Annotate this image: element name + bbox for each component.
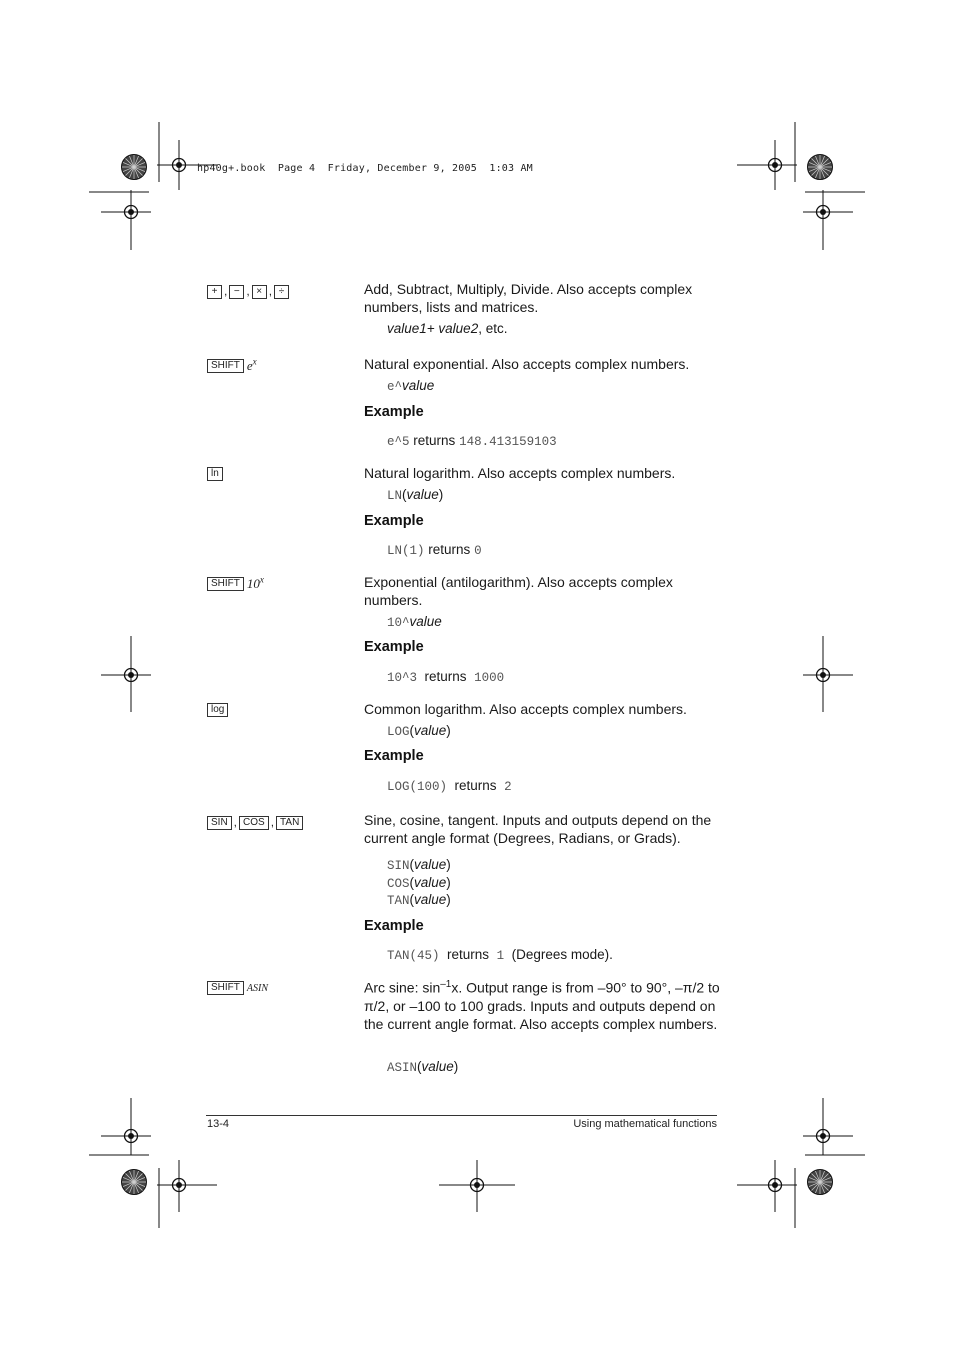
multiply-key: × bbox=[252, 285, 267, 299]
trig-example-heading: Example bbox=[364, 918, 424, 934]
print-header: hp40g+.book Page 4 Friday, December 9, 2005 1:03 AM bbox=[197, 163, 533, 174]
minus-key: − bbox=[229, 285, 244, 299]
ln-description: Natural logarithm. Also accepts complex numbers. bbox=[364, 465, 676, 481]
arith-syntax: value1+ value2, etc. bbox=[387, 321, 508, 336]
asin-description: Arc sine: $\sin^{-1}x$. Output range is from –90° to 90°, –π/2 to π/2, or –100 to 100 grads. Inputs and outputs depend on the current angle format. Also accepts complex numbers. bbox=[364, 979, 720, 1032]
exp-example: e^5 returns 148.413159103 bbox=[387, 433, 557, 449]
asin-keys: SHIFT ASIN bbox=[207, 981, 268, 995]
ln-keys bbox=[207, 467, 223, 481]
exp-syntax: e^value bbox=[387, 378, 435, 394]
divide-key: ÷ bbox=[274, 285, 289, 299]
trig-example: TAN(45) returns 1 (Degrees mode). bbox=[387, 947, 613, 963]
log-keys bbox=[207, 703, 228, 717]
shift-key: SHIFT bbox=[207, 577, 244, 591]
ln-example-heading: Example bbox=[364, 513, 424, 529]
exp-keys: SHIFT $e^x$ bbox=[207, 357, 257, 374]
exp10-syntax: 10^value bbox=[387, 614, 442, 630]
ln-example: LN(1) returns 0 bbox=[387, 542, 482, 558]
log-syntax: LOG(value) bbox=[387, 723, 451, 739]
log-example-heading: Example bbox=[364, 748, 424, 764]
log-description: Common logarithm. Also accepts complex numbers. bbox=[364, 701, 687, 717]
trig-description: Sine, cosine, tangent. Inputs and outputs depend on the current angle format (Degrees, Radians, or Grads). bbox=[364, 812, 712, 846]
exp10-description: Exponential (antilogarithm). Also accepts complex numbers. bbox=[364, 574, 673, 608]
exp10-keys: SHIFT 10$^x$ bbox=[207, 575, 264, 592]
shift-key: SHIFT bbox=[207, 359, 244, 373]
exp10-example: 10^3 returns 1000 bbox=[387, 669, 505, 685]
sin-key: SIN bbox=[207, 816, 232, 830]
exp10-example-heading: Example bbox=[364, 639, 424, 655]
footer-rule bbox=[206, 1115, 717, 1116]
page-number: 13-4 bbox=[207, 1118, 230, 1130]
trig-keys: SIN , COS , TAN bbox=[207, 815, 303, 830]
shift-key: SHIFT bbox=[207, 981, 244, 995]
trig-syntax-sin: SIN(value) bbox=[387, 857, 451, 873]
ln-key: ln bbox=[207, 467, 223, 481]
exp-example-heading: Example bbox=[364, 404, 424, 420]
log-example: LOG(100) returns 2 bbox=[387, 778, 512, 794]
ln-syntax: LN(value) bbox=[387, 487, 444, 503]
plus-key: + bbox=[207, 285, 222, 299]
arith-keys: + , − , × , ÷ bbox=[207, 284, 289, 299]
chapter-title: Using mathematical functions bbox=[573, 1118, 717, 1130]
exp-description: Natural exponential. Also accepts complex numbers. bbox=[364, 356, 690, 372]
arith-description: Add, Subtract, Multiply, Divide. Also accepts complex numbers, lists and matrices. bbox=[364, 281, 693, 315]
log-key: log bbox=[207, 703, 228, 717]
asin-syntax: ASIN(value) bbox=[387, 1059, 459, 1075]
cos-key: COS bbox=[239, 816, 269, 830]
trig-syntax-cos: COS(value) bbox=[387, 875, 451, 891]
tan-key: TAN bbox=[276, 816, 303, 830]
trig-syntax-tan: TAN(value) bbox=[387, 892, 451, 908]
